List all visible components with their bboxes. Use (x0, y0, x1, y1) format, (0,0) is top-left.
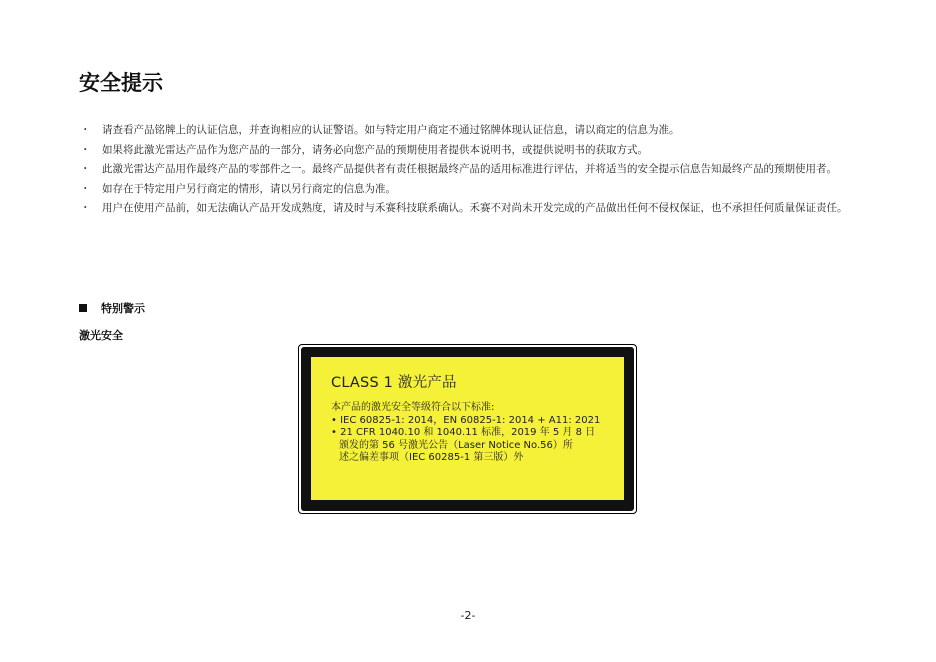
subsection-heading: 激光安全 (79, 329, 123, 342)
bullet-icon: ・ (80, 202, 91, 214)
list-item-text: 此激光雷达产品用作最终产品的零部件之一。最终产品提供者有责任根据最终产品的适用标准进行评估，并将适当的安全提示信息告知最终产品的预期使用者。 (102, 163, 837, 175)
bullet-icon: ・ (80, 124, 91, 136)
laser-standard-item-continued: 述之偏差事项（IEC 60285-1 第三版）外 (339, 452, 524, 463)
section-heading-text: 特别警示 (101, 302, 145, 315)
list-item (79, 160, 854, 180)
laser-standard-item: • IEC 60825-1: 2014，EN 60825-1: 2014 + A11: 2021 (331, 414, 601, 426)
laser-standard-item-continued: 颁发的第 56 号激光公告（Laser Notice No.56）所 (339, 439, 573, 451)
list-item (79, 180, 854, 200)
list-item (79, 199, 854, 219)
page-number: -2- (460, 609, 476, 622)
laser-class-title: CLASS 1 激光产品 (331, 375, 457, 391)
laser-standard-item: • 21 CFR 1040.10 和 1040.11 标准，2019 年 5 月 8 日 (331, 427, 596, 438)
list-item-text: 用户在使用产品前，如无法确认产品开发成熟度，请及时与禾赛科技联系确认。禾赛不对尚未开发完成的产品做出任何不侵权保证，也不承担任何质量保证责任。 (102, 202, 848, 214)
section-heading (79, 301, 145, 317)
laser-warning-label (298, 344, 637, 514)
laser-label-border (301, 347, 634, 511)
black-square-icon (79, 304, 87, 312)
list-item-text: 如存在于特定用户另行商定的情形，请以另行商定的信息为准。 (102, 182, 396, 195)
list-item-text: 请查看产品铭牌上的认证信息，并查询相应的认证警语。如与特定用户商定不通过铭牌体现认证信息，请以商定的信息为准。 (102, 124, 680, 136)
safety-notice-list (79, 121, 854, 219)
bullet-icon: ・ (80, 143, 91, 156)
bullet-icon: ・ (80, 163, 91, 175)
laser-standard-intro: 本产品的激光安全等级符合以下标准: (331, 402, 495, 413)
bullet-icon: ・ (80, 182, 91, 195)
laser-label-panel (311, 357, 624, 500)
list-item-text: 如果将此激光雷达产品作为您产品的一部分，请务必向您产品的预期使用者提供本说明书，或提供说明书的获取方式。 (102, 143, 648, 156)
list-item (79, 121, 854, 141)
list-item (79, 141, 854, 161)
page-title: 安全提示 (79, 71, 163, 95)
